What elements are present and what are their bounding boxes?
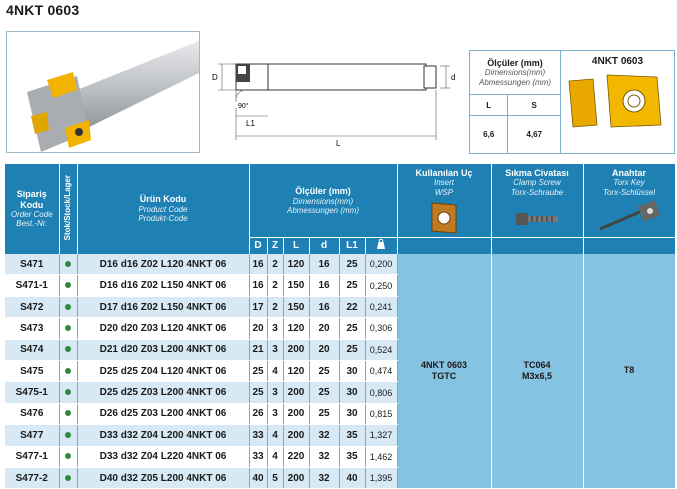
dim-d-cell: 32: [309, 425, 339, 446]
weight-cell: 0,524: [365, 339, 397, 360]
order-code-cell: S473: [5, 318, 59, 339]
dim-L-cell: 200: [283, 382, 309, 403]
stock-cell: [59, 467, 77, 488]
dim-d-cell: 20: [309, 318, 339, 339]
header-dims-en: Dimensions(mm): [292, 196, 354, 206]
dim-Z-cell: 4: [267, 425, 283, 446]
in-stock-icon: [65, 282, 71, 288]
order-code-cell: S471-1: [5, 275, 59, 296]
weight-cell: 0,250: [365, 275, 397, 296]
product-code-cell: D16 d16 Z02 L150 4NKT 06: [77, 275, 249, 296]
weight-icon: [375, 238, 387, 250]
weight-cell: 0,815: [365, 403, 397, 424]
tool-drawing: [208, 48, 460, 152]
header-insert-label: Kullanılan Uç: [415, 168, 473, 178]
dim-L-cell: 200: [283, 467, 309, 488]
dim-d-cell: 16: [309, 296, 339, 317]
header-dims-de: Abmessungen (mm): [286, 205, 360, 215]
dim-d-cell: 16: [309, 254, 339, 275]
header-order: [5, 164, 59, 254]
in-stock-icon: [65, 389, 71, 395]
product-code-cell: D25 d25 Z03 L200 4NKT 06: [77, 382, 249, 403]
dim-D-cell: 26: [249, 403, 267, 424]
dim-D-cell: 17: [249, 296, 267, 317]
dim-L1-cell: 25: [339, 318, 365, 339]
col-d: d: [309, 238, 339, 254]
header-screw-de: Torx-Schraube: [510, 187, 564, 197]
header-order-en: Order Code: [10, 209, 53, 219]
product-code-cell: D16 d16 Z02 L120 4NKT 06: [77, 254, 249, 275]
weight-cell: 1,395: [365, 467, 397, 488]
dim-d-cell: 16: [309, 275, 339, 296]
order-code-cell: S475-1: [5, 382, 59, 403]
in-stock-icon: [65, 410, 71, 416]
dim-D-cell: 25: [249, 382, 267, 403]
header-key-en: Torx Key: [613, 178, 645, 188]
dim-D-cell: 33: [249, 446, 267, 467]
header-insert-en: Insert: [433, 178, 454, 188]
header-dims: [249, 164, 397, 238]
spec-header-sub1: Dimensions(mm): [484, 68, 546, 78]
in-stock-icon: [65, 346, 71, 352]
dim-L1-cell: 30: [339, 382, 365, 403]
dim-L-cell: 120: [283, 361, 309, 382]
order-code-cell: S475: [5, 361, 59, 382]
col-Z: Z: [267, 238, 283, 254]
stock-cell: [59, 403, 77, 424]
dim-d-cell: 20: [309, 339, 339, 360]
header-product-label: Ürün Kodu: [139, 194, 187, 205]
dim-L-cell: 220: [283, 446, 309, 467]
header-screw-label: Sıkma Civatası: [505, 168, 569, 178]
dim-label-d: d: [451, 73, 456, 82]
spec-header-sub2: Abmessungen (mm): [478, 77, 552, 87]
header-screw: [491, 164, 583, 238]
weight-cell: 0,474: [365, 361, 397, 382]
table-row: [5, 254, 675, 275]
dim-D-cell: 25: [249, 361, 267, 382]
weight-cell: 0,200: [365, 254, 397, 275]
col-L1: L1: [339, 238, 365, 254]
dim-L1-cell: 35: [339, 446, 365, 467]
dim-d-cell: 25: [309, 403, 339, 424]
stock-cell: [59, 425, 77, 446]
order-code-cell: S472: [5, 296, 59, 317]
header-product-de: Produkt-Code: [138, 213, 188, 223]
dim-L-cell: 120: [283, 318, 309, 339]
weight-cell: 0,306: [365, 318, 397, 339]
header-key-de: Torx-Schlüssel: [602, 187, 656, 197]
dim-label-D: D: [212, 73, 218, 82]
insert-icon: [429, 201, 459, 235]
dim-d-cell: 25: [309, 382, 339, 403]
insert-value-cell-line: TGTC: [431, 370, 457, 381]
spec-val-l: 6,6: [470, 116, 508, 154]
product-code-cell: D17 d16 Z02 L150 4NKT 06: [77, 296, 249, 317]
in-stock-icon: [65, 368, 71, 374]
product-code-cell: D20 d20 Z03 L120 4NKT 06: [77, 318, 249, 339]
dim-L-cell: 150: [283, 296, 309, 317]
dim-Z-cell: 4: [267, 361, 283, 382]
insert-value-cell-line: 4NKT 0603: [420, 359, 468, 370]
header-insert-de: WSP: [434, 187, 454, 197]
in-stock-icon: [65, 304, 71, 310]
stock-cell: [59, 318, 77, 339]
header-key-label: Anahtar: [611, 168, 646, 178]
weight-cell: 0,241: [365, 296, 397, 317]
stock-cell: [59, 254, 77, 275]
dim-L1-cell: 25: [339, 275, 365, 296]
dim-Z-cell: 2: [267, 254, 283, 275]
stock-cell: [59, 275, 77, 296]
spec-header-main: Ölçüler (mm): [487, 57, 543, 68]
header-stock-label: Stok/Stock/Lager: [63, 174, 73, 241]
dim-L-cell: 200: [283, 403, 309, 424]
dim-Z-cell: 2: [267, 275, 283, 296]
header-product: [77, 164, 249, 254]
dim-D-cell: 20: [249, 318, 267, 339]
dim-L-cell: 120: [283, 254, 309, 275]
spec-val-s: 4,67: [508, 116, 561, 154]
spec-col-s: S: [508, 95, 561, 116]
spec-insert-code: 4NKT 0603: [591, 56, 644, 67]
dim-D-cell: 16: [249, 254, 267, 275]
product-code-cell: D21 d20 Z03 L200 4NKT 06: [77, 339, 249, 360]
header-order-label: Sipariş Kodu: [16, 189, 47, 210]
dim-Z-cell: 5: [267, 467, 283, 488]
order-code-cell: S476: [5, 403, 59, 424]
header-key: [583, 164, 675, 238]
dim-d-cell: 32: [309, 467, 339, 488]
torx-key-icon: [594, 199, 664, 233]
in-stock-icon: [65, 261, 71, 267]
dim-L1-cell: 25: [339, 254, 365, 275]
product-code-cell: D25 d25 Z04 L120 4NKT 06: [77, 361, 249, 382]
header-stock: [59, 164, 77, 254]
dim-d-cell: 25: [309, 361, 339, 382]
header-order-de: Best.-Nr.: [16, 219, 48, 229]
order-code-cell: S477-2: [5, 467, 59, 488]
header-dims-label: Ölçüler (mm): [295, 186, 351, 197]
order-code-cell: S474: [5, 339, 59, 360]
order-code-cell: S477-1: [5, 446, 59, 467]
dim-L1-cell: 30: [339, 403, 365, 424]
key-value-cell-line: T8: [623, 365, 635, 376]
insert-spec-table: [469, 50, 675, 154]
order-code-cell: S477: [5, 425, 59, 446]
dim-Z-cell: 3: [267, 382, 283, 403]
weight-cell: 1,462: [365, 446, 397, 467]
screw-value-cell-line: TC064: [523, 359, 551, 370]
dim-d-cell: 32: [309, 446, 339, 467]
stock-cell: [59, 382, 77, 403]
angle-label: 90°: [238, 103, 249, 110]
dim-Z-cell: 2: [267, 296, 283, 317]
spec-header: [470, 51, 561, 95]
header-insert: [397, 164, 491, 238]
dim-L-cell: 200: [283, 339, 309, 360]
stock-cell: [59, 339, 77, 360]
dim-L-cell: 150: [283, 275, 309, 296]
product-code-cell: D40 d32 Z05 L200 4NKT 06: [77, 467, 249, 488]
in-stock-icon: [65, 475, 71, 481]
dim-L1-cell: 35: [339, 425, 365, 446]
product-photo: [6, 31, 200, 153]
dim-L-cell: 200: [283, 425, 309, 446]
dim-Z-cell: 3: [267, 339, 283, 360]
dim-Z-cell: 3: [267, 318, 283, 339]
order-code-cell: S471: [5, 254, 59, 275]
in-stock-icon: [65, 453, 71, 459]
dim-D-cell: 40: [249, 467, 267, 488]
in-stock-icon: [65, 325, 71, 331]
product-code-cell: D33 d32 Z04 L220 4NKT 06: [77, 446, 249, 467]
col-L: L: [283, 238, 309, 254]
screw-icon: [512, 203, 562, 233]
col-D: D: [249, 238, 267, 254]
product-code-cell: D26 d25 Z03 L200 4NKT 06: [77, 403, 249, 424]
insert-value-cell: [397, 254, 491, 489]
stock-cell: [59, 296, 77, 317]
dim-L1-cell: 22: [339, 296, 365, 317]
in-stock-icon: [65, 432, 71, 438]
spec-col-l: L: [470, 95, 508, 116]
dim-D-cell: 16: [249, 275, 267, 296]
dim-D-cell: 33: [249, 425, 267, 446]
dim-label-L: L: [336, 139, 341, 148]
dim-label-L1: L1: [246, 119, 255, 128]
dim-Z-cell: 4: [267, 446, 283, 467]
weight-cell: 1,327: [365, 425, 397, 446]
spec-insert-cell: [561, 51, 675, 154]
product-table: [5, 164, 676, 489]
col-weight: [365, 238, 397, 254]
dim-L1-cell: 40: [339, 467, 365, 488]
insert-drawing: [563, 67, 673, 135]
header-screw-en: Clamp Screw: [513, 178, 561, 188]
dim-L1-cell: 30: [339, 361, 365, 382]
dim-D-cell: 21: [249, 339, 267, 360]
dim-L1-cell: 25: [339, 339, 365, 360]
stock-cell: [59, 446, 77, 467]
stock-cell: [59, 361, 77, 382]
header-product-en: Product Code: [138, 204, 188, 214]
weight-cell: 0,806: [365, 382, 397, 403]
key-value-cell: [583, 254, 675, 489]
product-code-cell: D33 d32 Z04 L200 4NKT 06: [77, 425, 249, 446]
screw-value-cell: [491, 254, 583, 489]
page-title: 4NKT 0603: [6, 2, 80, 18]
dim-Z-cell: 3: [267, 403, 283, 424]
screw-value-cell-line: M3x6,5: [521, 370, 553, 381]
